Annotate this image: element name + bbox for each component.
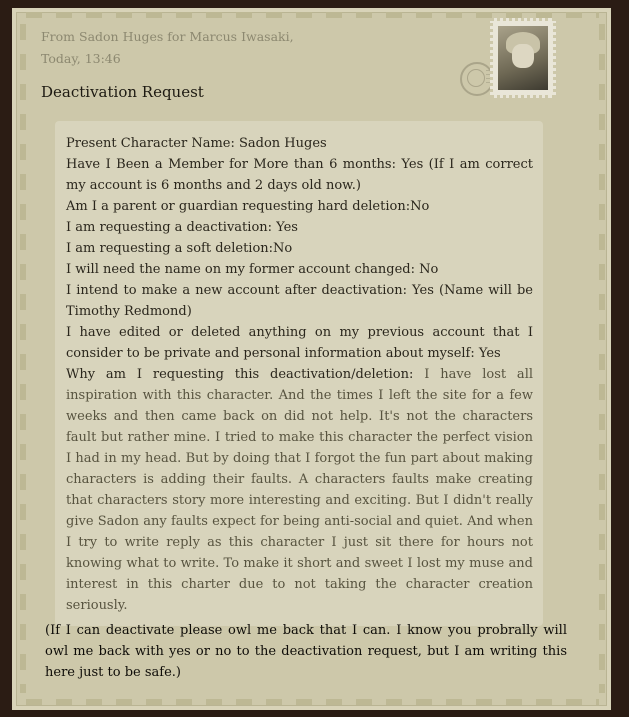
sender-info xyxy=(41,26,294,70)
body-line: I am requesting a soft deletion:No xyxy=(66,241,293,256)
letter-title: Deactivation Request xyxy=(41,83,204,101)
letter-body xyxy=(55,121,543,626)
body-line: I intend to make a new account after deactivation: Yes (Name will be Timothy Redmond) xyxy=(66,283,533,319)
body-line: I have edited or deleted anything on my previous account that I consider to be private and personal information about myself: Yes xyxy=(66,325,533,361)
why-answer: I have lost all inspiration with this character. And the times I left the site for a few weeks and then came back on did not help. It's not the characters fault but rather mine. I tried to make this character the perfect vision I had in my head. But by doing that I forgot the fun part about making characters is adding their faults. A characters faults make creating that characters story more interesting and exciting. But I didn't really give Sadon any faults expect for being anti-social and quiet. And when I try to write reply as this character I just sit there for hours not knowing what to write. To make it short and sweet I lost my muse and interest in this charter due to not taking the character creation seriously. xyxy=(66,367,534,613)
why-paragraph xyxy=(66,364,533,616)
body-line: Am I a parent or guardian requesting hard deletion:No xyxy=(66,199,430,214)
letter-footer: (If I can deactivate please owl me back that I can. I know you probrally will owl me back with yes or no to the deactivation request, but I am writing this here just to be safe.) xyxy=(45,623,567,680)
postage-stamp-icon xyxy=(490,18,556,98)
stamp-portrait xyxy=(498,26,548,90)
date-line: Today, 13:46 xyxy=(41,51,121,66)
body-line: I am requesting a deactivation: Yes xyxy=(66,220,298,235)
body-line: Present Character Name: Sadon Huges xyxy=(66,136,327,151)
from-line: From Sadon Huges for Marcus Iwasaki, xyxy=(41,29,294,44)
body-line: I will need the name on my former account changed: No xyxy=(66,262,439,277)
portrait-face xyxy=(512,44,534,68)
why-question: Why am I requesting this deactivation/deletion: xyxy=(66,367,425,382)
body-line: Have I Been a Member for More than 6 months: Yes (If I am correct my account is 6 months and 2 days old now.) xyxy=(66,157,533,193)
